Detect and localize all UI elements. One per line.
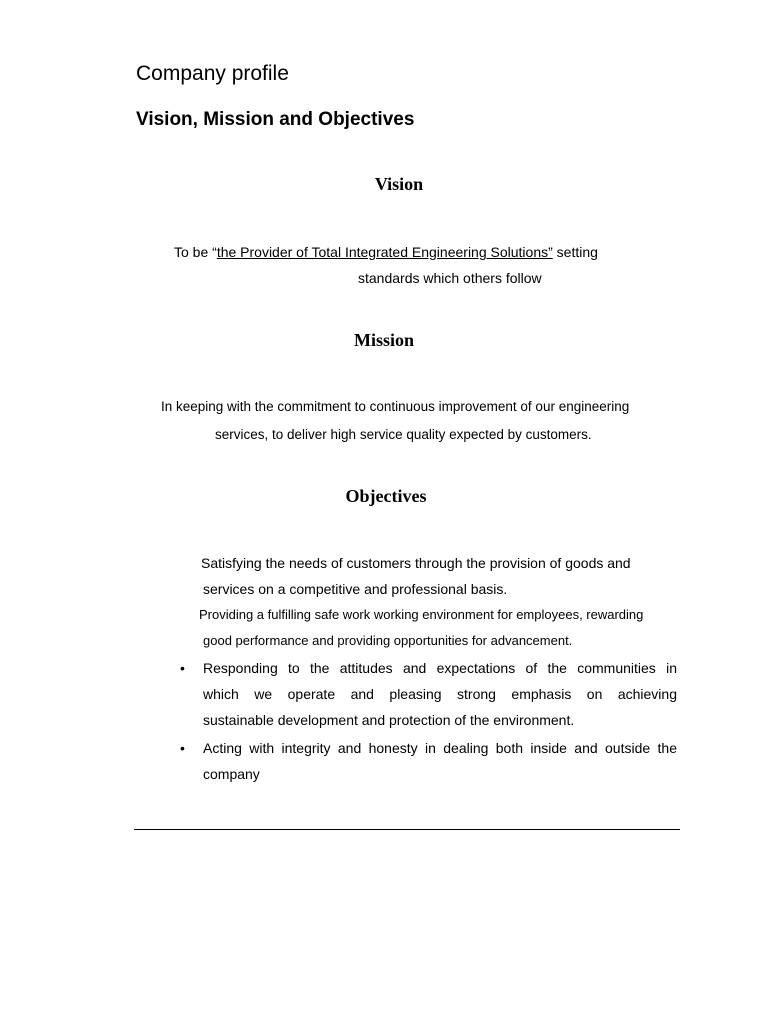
objective-1-line-2: services on a competitive and professional basis. [203,581,508,597]
vision-suffix: setting [552,244,598,260]
bullet-icon: • [180,660,185,676]
objective-3-line-1: Responding to the attitudes and expectations of the communities in [203,660,677,676]
vision-statement-line-2: standards which others follow [358,270,542,286]
bullet-icon: • [180,740,185,756]
horizontal-rule [134,829,680,830]
objective-2-line-1: Providing a fulfilling safe work working environment for employees, rewarding [199,607,644,622]
objective-4-line-2: company [203,766,260,782]
objective-1-line-1: Satisfying the needs of customers through the provision of goods and [201,555,631,571]
mission-statement-line-2: services, to deliver high service quality expected by customers. [215,427,592,442]
objectives-heading: Objectives [345,486,427,506]
section-title: Vision, Mission and Objectives [136,109,415,130]
objective-2-line-2: good performance and providing opportunities for advancement. [203,633,573,648]
mission-statement-line-1: In keeping with the commitment to continuous improvement of our engineering [161,399,630,414]
vision-prefix: To be “ [174,244,217,260]
objective-3-line-3: sustainable development and protection of the environment. [203,712,575,728]
vision-underlined-phrase: the Provider of Total Integrated Engineering Solutions” [216,244,553,260]
objective-4-line-1: Acting with integrity and honesty in dealing both inside and outside the [203,740,677,756]
mission-heading: Mission [353,330,414,350]
vision-heading: Vision [374,174,424,194]
objective-3-line-2: which we operate and pleasing strong emphasis on achieving [203,686,677,702]
page-title: Company profile [136,62,289,85]
vision-statement-line-1 [174,244,598,260]
